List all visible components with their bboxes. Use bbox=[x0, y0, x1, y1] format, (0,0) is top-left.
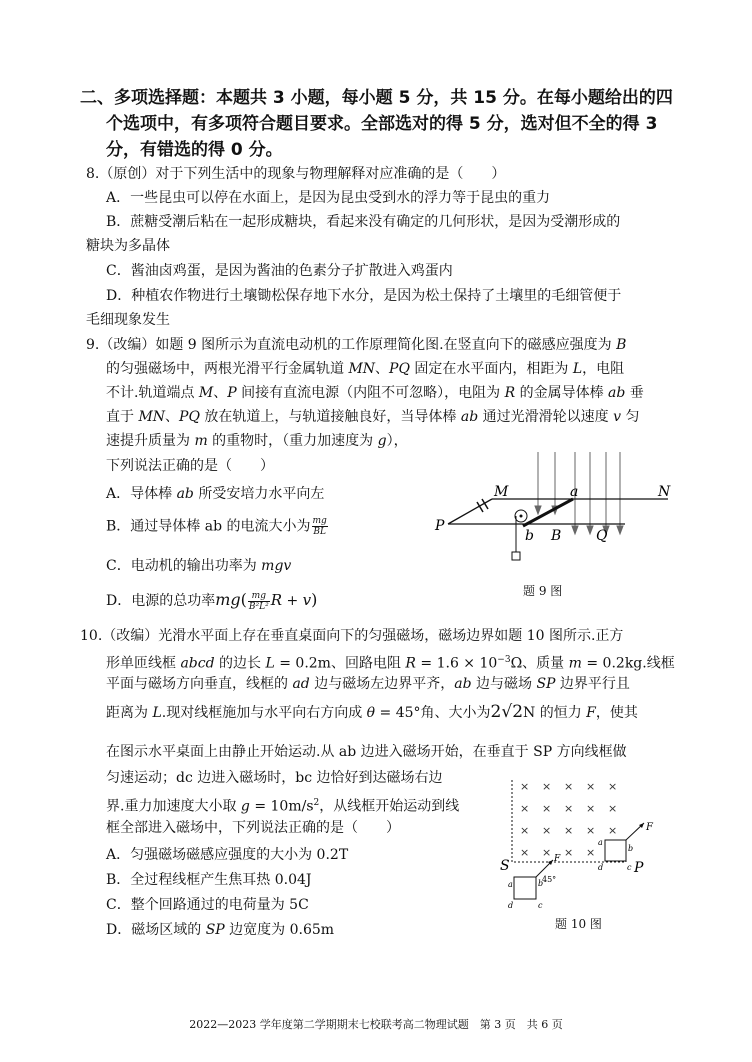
q10-stem-line5: 在图示水平桌面上由静止开始运动.从 ab 边进入磁场开始，在垂直于 SP 方向线框做 bbox=[106, 744, 627, 760]
field-cross: × bbox=[586, 846, 596, 859]
q8-option-d-line2: 毛细现象发生 bbox=[86, 312, 170, 328]
q8-option-b-line1: B．蔗糖受潮后粘在一起形成糖块，看起来没有确定的几何形状，是因为受潮形成的 bbox=[106, 214, 621, 230]
field-cross: × bbox=[586, 780, 596, 793]
field-cross: × bbox=[564, 780, 574, 793]
figure-10-diagram bbox=[498, 778, 668, 910]
figure-10-caption: 题 10 图 bbox=[555, 917, 602, 931]
field-cross: × bbox=[542, 780, 552, 793]
field-cross: × bbox=[542, 802, 552, 815]
figure-9-caption: 题 9 图 bbox=[523, 584, 563, 598]
field-cross: × bbox=[520, 824, 530, 837]
page-footer: 2022—2023 学年度第二学期期末七校联考高二物理试题 第 3 页 共 6 页 bbox=[189, 1018, 563, 1031]
q10-option-a: A．匀强磁场磁感应强度的大小为 0.2T bbox=[106, 847, 349, 863]
field-cross: × bbox=[520, 780, 530, 793]
q10-option-c: C．整个回路通过的电荷量为 5C bbox=[106, 897, 309, 913]
q9-stem-line5: 速提升质量为 m 的重物时，（重力加速度为 g）， bbox=[106, 433, 408, 449]
field-cross: × bbox=[542, 846, 552, 859]
section-header-line3: 分，有错选的得 0 分。 bbox=[106, 140, 283, 160]
label-c-upper: c bbox=[627, 863, 632, 872]
label-c-lower: c bbox=[538, 901, 543, 910]
label-F-upper: F bbox=[646, 822, 653, 833]
label-a-lower: a bbox=[508, 880, 513, 889]
field-cross: × bbox=[608, 802, 618, 815]
q9-stem-line3: 不计.轨道端点 M、P 间接有直流电源（内阻不可忽略），电阻为 R 的金属导体棒 ab 垂 bbox=[106, 385, 644, 401]
label-a: a bbox=[570, 484, 579, 500]
label-d-lower: d bbox=[508, 901, 514, 910]
field-cross: × bbox=[564, 846, 574, 859]
field-cross: × bbox=[520, 846, 530, 859]
q9-stem-line1: 9.（改编）如题 9 图所示为直流电动机的工作原理简化图.在竖直向下的磁感应强度为 B bbox=[86, 337, 627, 353]
field-cross: × bbox=[586, 802, 596, 815]
q8-option-c: C．酱油卤鸡蛋，是因为酱油的色素分子扩散进入鸡蛋内 bbox=[106, 263, 453, 279]
field-cross: × bbox=[564, 824, 574, 837]
q10-option-b: B．全过程线框产生焦耳热 0.04J bbox=[106, 872, 312, 888]
q10-stem-line1: 10.（改编）光滑水平面上存在垂直桌面向下的匀强磁场，磁场边界如题 10 图所示.正方 bbox=[80, 628, 624, 644]
label-M: M bbox=[494, 484, 509, 500]
q10-stem-line7: 界.重力加速度大小取 $g = 10m/s^2$，从线框开始运动到线 bbox=[106, 798, 460, 815]
field-cross: × bbox=[542, 824, 552, 837]
label-Q: Q bbox=[596, 528, 608, 544]
section-header-line1: 二、多项选择题：本题共 3 小题，每小题 5 分，共 15 分。在每小题给出的四 bbox=[80, 88, 673, 108]
q8-option-d-line1: D．种植农作物进行土壤锄松保存地下水分，是因为松土保持了土壤里的毛细管便于 bbox=[106, 288, 622, 304]
q9-stem-line2: 的匀强磁场中，两根光滑平行金属轨道 MN、PQ 固定在水平面内，相距为 L，电阻 bbox=[106, 361, 625, 377]
q10-stem-line2: 形单匝线框 abcd 的边长 L = 0.2m、回路电阻 $R = 1.6 \times 10^{-3}\Omega$、质量 m = 0.2kg.线框 bbox=[106, 655, 675, 672]
label-a-upper: a bbox=[598, 838, 603, 847]
label-P: P bbox=[435, 518, 445, 534]
q9-option-d: D．电源的总功率mg( $\frac{mg}{\text{B²L²}}$ R + v) bbox=[106, 590, 318, 612]
label-b-upper: b bbox=[628, 844, 634, 853]
label-d-upper: d bbox=[598, 863, 604, 872]
fraction-mg-over-bl: $\frac{mg}{BL}$ bbox=[312, 516, 327, 537]
label-angle: 45° bbox=[542, 875, 557, 884]
q8-option-b-line2: 糖块为多晶体 bbox=[86, 238, 170, 254]
q10-stem-line6: 匀速运动；dc 边进入磁场时，bc 边恰好到达磁场右边 bbox=[106, 770, 443, 786]
label-b: b bbox=[525, 528, 534, 544]
label-P: P bbox=[634, 860, 644, 876]
field-cross: × bbox=[608, 824, 618, 837]
q10-option-d: D．磁场区域的 SP 边宽度为 0.65m bbox=[106, 922, 335, 938]
q10-stem-line4: 距离为 L.现对线框施加与水平向右方向成 θ = 45°角、大小为2√2N 的恒力 F，使其 bbox=[106, 702, 638, 722]
label-B: B bbox=[551, 528, 562, 544]
q9-stem-line6: 下列说法正确的是（ ） bbox=[106, 458, 274, 474]
q10-stem-line8: 框全部进入磁场中，下列说法正确的是（ ） bbox=[106, 820, 400, 836]
label-N: N bbox=[658, 484, 671, 500]
field-cross: × bbox=[520, 802, 530, 815]
field-cross: × bbox=[586, 824, 596, 837]
field-cross: × bbox=[608, 780, 618, 793]
q9-stem-line4: 直于 MN、PQ 放在轨道上，与轨道接触良好，当导体棒 ab 通过光滑滑轮以速度 v 匀 bbox=[106, 409, 640, 425]
q8-stem: 8.（原创）对于下列生活中的现象与物理解释对应准确的是（ ） bbox=[86, 166, 506, 182]
label-b-lower: b bbox=[538, 879, 544, 888]
q9-option-b: B．通过导体棒 ab 的电流大小为 $\frac{mg}{BL}$ bbox=[106, 516, 327, 537]
q10-stem-line3: 平面与磁场方向垂直，线框的 ad 边与磁场左边界平齐，ab 边与磁场 SP 边界平行且 bbox=[106, 676, 630, 692]
q8-option-a: A．一些昆虫可以停在水面上，是因为昆虫受到水的浮力等于昆虫的重力 bbox=[106, 190, 551, 206]
q9-option-a: A．导体棒 ab 所受安培力水平向左 bbox=[106, 486, 325, 502]
field-cross: × bbox=[564, 802, 574, 815]
q9-option-c: C．电动机的输出功率为 mgv bbox=[106, 558, 292, 574]
section-header-line2: 个选项中，有多项符合题目要求。全部选对的得 5 分，选对但不全的得 3 bbox=[106, 114, 658, 134]
label-F-lower: F bbox=[554, 854, 561, 864]
fraction-mg-over-b2l2: $\frac{mg}{\text{B²L²}}$ bbox=[248, 590, 269, 612]
label-S: S bbox=[500, 858, 510, 874]
figure-9-diagram bbox=[430, 450, 680, 575]
